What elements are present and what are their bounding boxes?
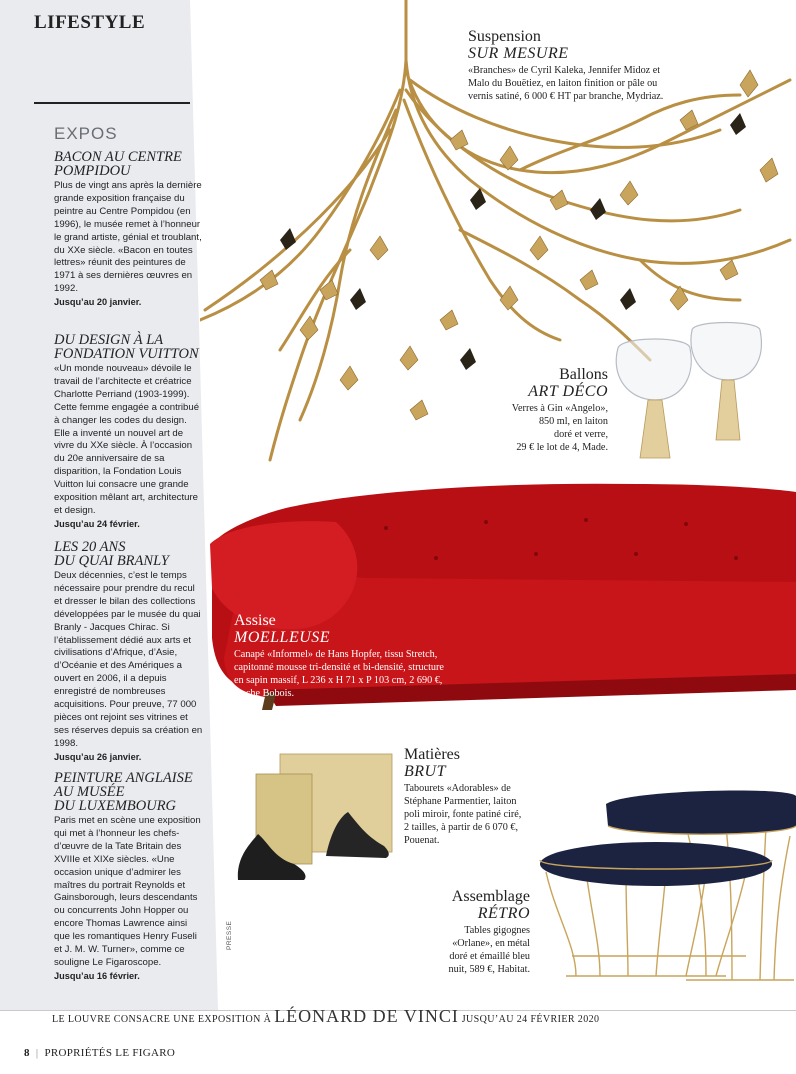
expo-date: Jusqu’au 26 janvier.: [54, 751, 142, 762]
product-suspension: [468, 28, 684, 103]
product-assemblage: [420, 888, 530, 976]
product-name: MOELLEUSE: [234, 629, 331, 646]
product-category: Matières: [404, 746, 460, 763]
expo-item-quai-branly: [54, 540, 204, 764]
banner-text-pre: LE LOUVRE CONSACRE UNE EXPOSITION À: [52, 1014, 272, 1025]
product-matieres: [404, 746, 528, 847]
product-description: Tabourets «Adorables» de Stéphane Parmentier, laiton poli miroir, fonte patiné ciré, 2 tailles, à partir de 6 070 €, Pouenat.: [404, 783, 522, 846]
expo-item-vuitton: [54, 333, 204, 531]
product-name: ART DÉCO: [528, 383, 608, 400]
product-name: RÉTRO: [477, 905, 530, 922]
publication-name: PROPRIÉTÉS LE FIGARO: [44, 1047, 176, 1059]
product-category: Assise: [234, 612, 276, 629]
footer-banner: [52, 1006, 599, 1027]
expo-body: «Un monde nouveau» dévoile le travail de l’architecte et créatrice Charlotte Perriand (1903-1999). Cette femme engagée a contribué à changer les codes du design. Elle a inventé un nouvel art de vivre du XXe siècle. À l’occasion du 20e anniversaire de sa disparition, la Fondation Louis Vuitton lui consacre une grande exposition mêlant art, architecture et design.: [54, 363, 200, 516]
product-description: Canapé «Informel» de Hans Hopfer, tissu Stretch, capitonné mousse tri-densité et bi-densité, structure en sapin massif, L 236 x H 71 x P 103 cm, 2 690 €, Roche Bobois.: [234, 649, 444, 699]
expo-title: DU DESIGN À LA FONDATION VUITTON: [54, 332, 199, 362]
photo-credit: PRESSE: [226, 920, 233, 950]
product-description: Tables gigognes «Orlane», en métal doré et émaillé bleu nuit, 589 €, Habitat.: [448, 925, 530, 975]
product-description: Verres à Gin «Angelo», 850 ml, en laiton doré et verre, 29 € le lot de 4, Made.: [511, 403, 608, 453]
page-number: 8: [24, 1047, 30, 1059]
expo-body: Plus de vingt ans après la dernière grande exposition française du peintre au Centre Pompidou (en 1996), le musée remet à l’honneur le grand artiste, génial et troublant, du XXe siècle. «Bacon en toutes lettres» réunit des peintures de 1971 à ses dernières œuvres en 1992.: [54, 180, 202, 295]
expo-body: Deux décennies, c’est le temps nécessaire pour prendre du recul et dresser le bilan des collections développées par le musée du quai Branly - Jacques Chirac. Si l’établissement dédié aux arts et civilisations d’Afrique, d’Asie, d’Océanie et des Amériques a ouvert en 2006, il a depuis enregistré de nombreuses acquisitions. Pour preuve, 77 000 pièces ont rejoint ses vitrines et ses réserves depuis sa création en 1998.: [54, 570, 203, 749]
nesting-tables-image: [536, 786, 796, 990]
product-name: BRUT: [404, 763, 446, 780]
banner-text-post: JUSQU’AU 24 FÉVRIER 2020: [461, 1014, 600, 1025]
product-description: «Branches» de Cyril Kaleka, Jennifer Midoz et Malo du Bouëtiez, en laiton finition or pâle ou vernis satiné, 6 000 € HT par branche, Mydriaz.: [468, 65, 664, 102]
product-ballons: [480, 366, 608, 454]
product-name: SUR MESURE: [468, 45, 569, 62]
brass-stools-image: [234, 746, 394, 882]
expo-date: Jusqu’au 16 février.: [54, 970, 140, 981]
product-category: Ballons: [559, 366, 608, 383]
expo-title: PEINTURE ANGLAISE AU MUSÉE DU LUXEMBOURG: [54, 770, 193, 814]
expo-body: Paris met en scène une exposition qui met à l’honneur les chefs-d’œuvre de la Tate Britain des XVIIIe et XIXe siècles. «Une occasion unique d’admirer les maîtres du portrait Reynolds et Gainsborough, leurs descendants ou concurrents John Hopper ou encore Thomas Lawrence ainsi que les romantiques Henry Fuseli et J. M. W. Turner», comme ce souligne Le Figaroscope.: [54, 815, 201, 968]
expo-item-bacon: [54, 150, 204, 309]
gin-glasses-image: [610, 318, 790, 468]
footer-separator: |: [35, 1047, 39, 1059]
sidebar-divider: [34, 102, 190, 104]
expos-heading: EXPOS: [54, 124, 118, 143]
expo-date: Jusqu’au 20 janvier.: [54, 297, 142, 308]
expo-date: Jusqu’au 24 février.: [54, 518, 140, 529]
expo-title: BACON AU CENTRE POMPIDOU: [54, 149, 182, 179]
product-category: Suspension: [468, 28, 541, 45]
expo-item-luxembourg: [54, 771, 204, 983]
expo-title: LES 20 ANS DU QUAI BRANLY: [54, 539, 169, 569]
page-footer: [24, 1047, 175, 1059]
product-category: Assemblage: [451, 888, 530, 905]
product-assise: [234, 612, 448, 700]
section-label: LIFESTYLE: [34, 12, 146, 33]
banner-exhibition-name: LÉONARD DE VINCI: [274, 1006, 459, 1026]
